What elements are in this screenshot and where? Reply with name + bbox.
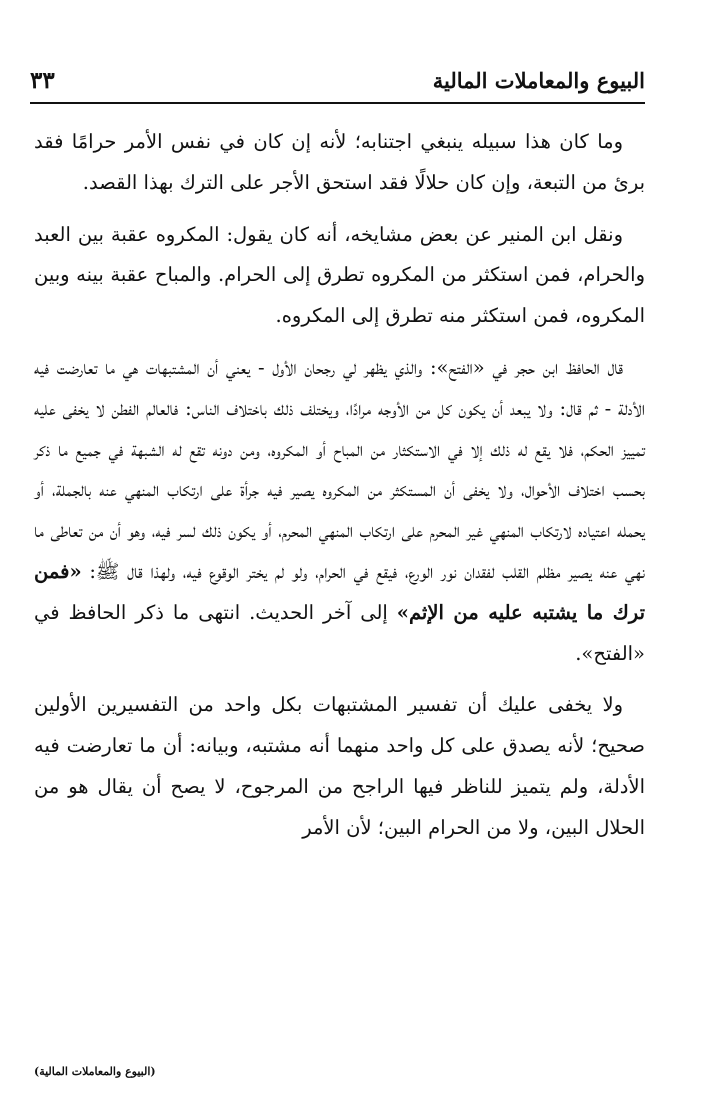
paragraph-1: وما كان هذا سبيله ينبغي اجتنابه؛ لأنه إن كان في نفس الأمر حرامًا فقد برئ من التبعة، وإن كان حلالًا فقد استحق الأجر على الترك بهذا القصد. (34, 130, 645, 194)
running-title: البيوع والمعاملات المالية (432, 68, 645, 93)
footer-label: (البيوع والمعاملات المالية) (34, 1065, 156, 1078)
paragraph-2: ونقل ابن المنير عن بعض مشايخه، أنه كان يقول: المكروه عقبة بين العبد والحرام، فمن استكثر من المكروه تطرق إلى الحرام. والمباح عقبة بينه وبين المكروه، فمن استكثر منه تطرق إلى المكروه. (34, 222, 645, 328)
page-header (30, 66, 645, 106)
hadith-quote: «فمن ترك ما يشتبه عليه من الإثم» (34, 559, 645, 624)
page-number: ٣٣ (30, 67, 55, 94)
main-text (34, 122, 645, 849)
paragraph-3-text-before: قال الحافظ ابن حجر في «الفتح»: والذي يظهر لي رجحان الأول - يعني أن المشتبهات هي ما تعارضت فيه الأدلة - ثم قال: ولا يبعد أن يكون كل من الأوجه مرادًا، ويختلف ذلك باختلاف الناس: فالعالم الفطن لا يخفى عليه تمييز الحكم، فلا يقع له ذلك إلا في الاستكثار من المباح أو المكروه، ومن دونه تقع له الشبهة في جميع ما ذكر بحسب اختلاف الأحوال، ولا يخفى أن المستكثر من المكروه يصير فيه جرأة على ارتكاب المنهي عنه بالجملة، أو يحمله اعتياده لارتكاب المنهي غير المحرم على ارتكاب المنهي المحرم، أو يكون ذلك لسر فيه، وهو أن من تعاطى ما نهي عنه يصير مظلم القلب لفقدان نور الورع، فيقع في الحرام، ولو لم يختر الوقوع فيه، ولهذا قال ﷺ: (34, 355, 645, 583)
header-rule (30, 102, 645, 104)
paragraph-3-text-after: إلى آخر الحديث. انتهى ما ذكر الحافظ في «الفتح». (34, 600, 645, 665)
paragraph-4: ولا يخفى عليك أن تفسير المشتبهات بكل واحد من التفسيرين الأولين صحيح؛ لأنه يصدق على كل واحد منهما أنه مشتبه، وبيانه: أن ما تعارضت فيه الأدلة، ولم يتميز للناظر فيها الراجح من المرجوح، لا يصح أن يقال هو من الحلال البين، ولا من الحرام البين؛ لأن الأمر (34, 693, 645, 839)
paragraph-3 (34, 348, 645, 674)
